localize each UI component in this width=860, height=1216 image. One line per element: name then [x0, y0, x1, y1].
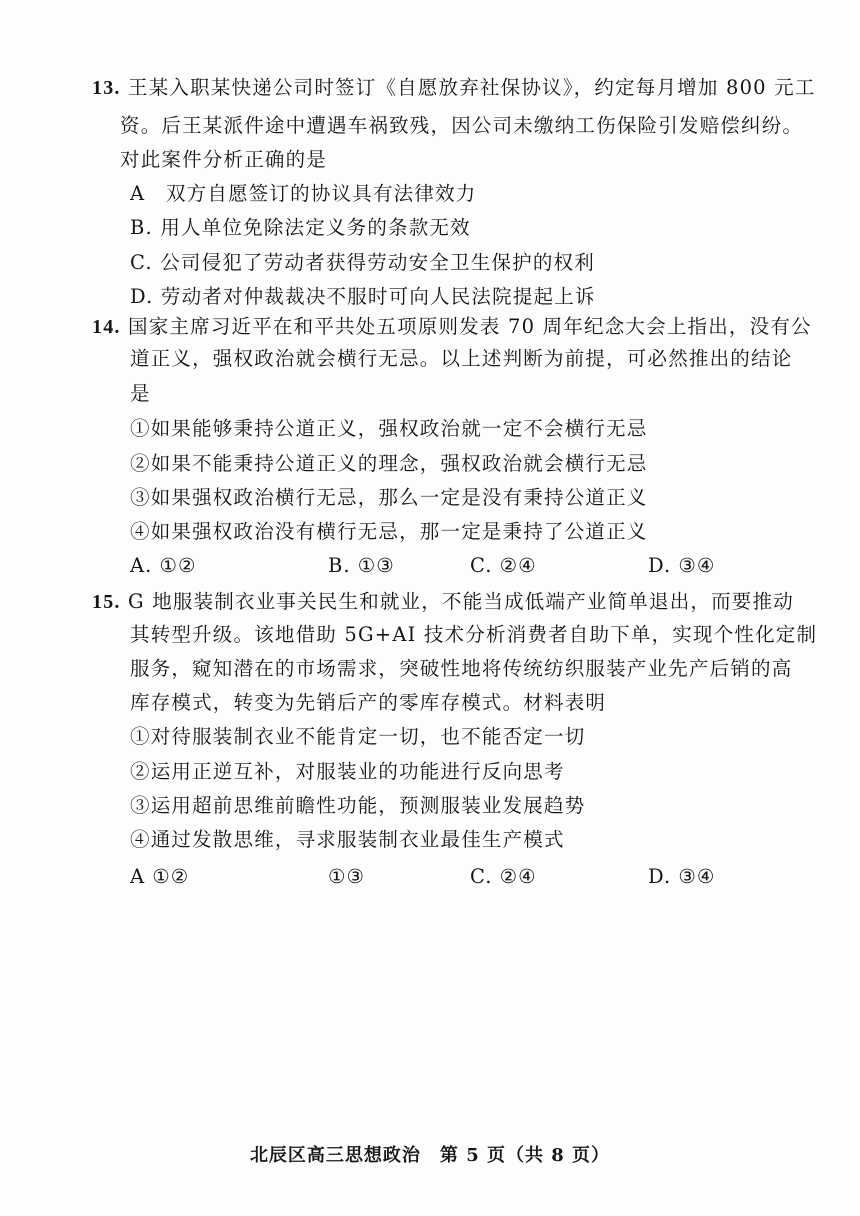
question-13-option-d: D. 劳动者对仲裁裁决不服时可向人民法院提起上诉: [130, 285, 596, 308]
question-15-statement-3: ③运用超前思维前瞻性功能，预测服装业发展趋势: [130, 794, 586, 817]
question-14-choice-d: D. ③④: [648, 554, 716, 577]
question-13-stem-1: 王某入职某快递公司时签订《自愿放弃社保协议》，约定每月增加 800 元工: [128, 76, 816, 99]
question-14-line-1: [92, 314, 812, 340]
question-15-line-1: [92, 589, 794, 615]
question-14-stem-2: 道正义，强权政治就会横行无忌。以上述判断为前提，可必然推出的结论: [130, 347, 793, 370]
question-14-choice-c: C. ②④: [470, 554, 537, 577]
question-15-stem-1: G 地服装制衣业事关民生和就业，不能当成低端产业简单退出，而要推动: [128, 590, 794, 613]
question-15-stem-2: 其转型升级。该地借助 5G+AI 技术分析消费者自助下单，实现个性化定制: [130, 623, 818, 646]
question-15-choice-c: C. ②④: [470, 865, 537, 888]
question-13-option-a: A 双方自愿签订的协议具有法律效力: [130, 182, 477, 205]
question-13-number: 13.: [92, 77, 121, 99]
question-13-stem-2: 资。后王某派件途中遭遇车祸致残，因公司未缴纳工伤保险引发赔偿纠纷。: [120, 114, 804, 137]
question-13-stem-3: 对此案件分析正确的是: [120, 148, 328, 171]
question-15-statement-4: ④通过发散思维，寻求服装制衣业最佳生产模式: [130, 828, 565, 851]
question-15-choice-d: D. ③④: [648, 865, 716, 888]
question-14-number: 14.: [92, 316, 121, 338]
question-14-stem-1: 国家主席习近平在和平共处五项原则发表 70 周年纪念大会上指出，没有公: [128, 315, 812, 338]
question-13-line-1: [92, 75, 816, 101]
question-14-statement-4: ④如果强权政治没有横行无忌，那一定是秉持了公道正义: [130, 520, 648, 543]
question-15-choice-a: A ①②: [130, 865, 190, 888]
question-14-choice-a: A. ①②: [130, 554, 197, 577]
question-13-option-b: B. 用人单位免除法定义务的条款无效: [130, 216, 471, 239]
question-14-stem-3: 是: [130, 382, 151, 405]
question-14-statement-2: ②如果不能秉持公道正义的理念，强权政治就会横行无忌: [130, 452, 648, 475]
page-footer: 北辰区高三思想政治 第 5 页（共 8 页）: [249, 1145, 611, 1166]
question-15-statement-2: ②运用正逆互补，对服装业的功能进行反向思考: [130, 760, 565, 783]
question-13-option-c: C. 公司侵犯了劳动者获得劳动安全卫生保护的权利: [130, 251, 595, 274]
question-15-stem-4: 库存模式，转变为先销后产的零库存模式。材料表明: [130, 691, 607, 714]
question-14-statement-3: ③如果强权政治横行无忌，那么一定是没有秉持公道正义: [130, 486, 648, 509]
question-15-number: 15.: [92, 591, 121, 613]
question-14-choice-b: B. ①③: [328, 554, 395, 577]
question-15-statement-1: ①对待服装制衣业不能肯定一切，也不能否定一切: [130, 725, 586, 748]
question-14-statement-1: ①如果能够秉持公道正义，强权政治就一定不会横行无忌: [130, 417, 648, 440]
question-15-stem-3: 服务，窥知潜在的市场需求，突破性地将传统纺织服装产业先产后销的高: [130, 657, 793, 680]
question-15-choice-b: ①③: [328, 865, 365, 888]
